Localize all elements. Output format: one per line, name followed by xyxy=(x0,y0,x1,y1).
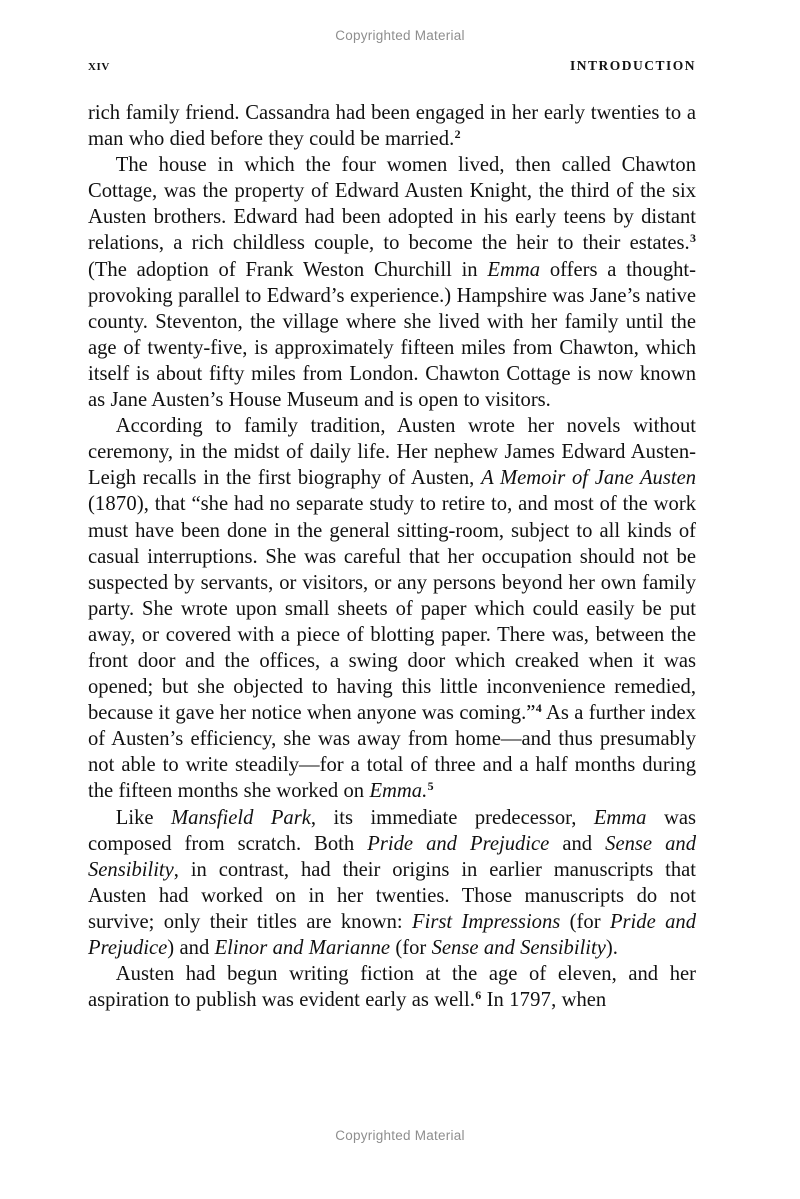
page-folio-number: xiv xyxy=(88,58,110,74)
year-number: 1870 xyxy=(94,493,137,516)
text-run: ). xyxy=(605,937,618,959)
footnote-marker: 3 xyxy=(690,231,696,246)
text-run: (for xyxy=(560,910,610,933)
text-run: In xyxy=(481,989,510,1012)
running-head-title: INTRODUCTION xyxy=(569,58,696,73)
footnote-marker: 4 xyxy=(535,700,542,715)
paragraph xyxy=(88,152,696,413)
text-run: , in contrast, had their origins in earlier manuscripts that Austen had worked on in her twenties. Those manuscripts do not survive; only their titles are known: xyxy=(88,858,696,933)
text-run: and xyxy=(549,832,606,855)
text-run: Like xyxy=(115,806,172,829)
italic-title: Emma xyxy=(593,806,647,829)
text-run: ) and xyxy=(167,937,215,959)
italic-title: Sense and Sensibility xyxy=(88,832,696,881)
paragraph xyxy=(88,100,696,152)
italic-title: Sense and Sensibility xyxy=(431,937,606,959)
paragraph xyxy=(88,961,696,1013)
text-run: offers a thought-provoking parallel to Edward’s experience.) Hampshire was Jane’s native county. Steventon, the village where she lived with her family until the age of twenty-five, is approximately fifteen miles from Chawton, which itself is about fifty miles from London. Chawton Cottage is now known as Jane Austen’s House Museum and is open to visitors. xyxy=(88,258,696,412)
italic-title: First Impressions xyxy=(412,910,561,933)
paragraph xyxy=(88,413,696,804)
italic-title: Emma. xyxy=(369,780,428,803)
text-run: ( xyxy=(88,493,95,516)
text-run: As a further index of Austen’s efficiency, she was away from home—and thus presumably not able to write steadily—for a total of three and a half months during the fifteen months she worked on xyxy=(88,702,696,803)
running-head xyxy=(88,58,696,75)
text-run: (The adoption of Frank Weston Churchill in xyxy=(88,258,488,281)
footnote-marker: 6 xyxy=(475,987,482,1002)
italic-title: Mansfield Park xyxy=(171,806,311,829)
italic-title: A Memoir of Jane Austen xyxy=(481,467,697,490)
text-run: was composed from scratch. Both xyxy=(88,806,696,855)
italic-title: Emma xyxy=(487,258,541,281)
footnote-marker: 5 xyxy=(427,779,434,794)
footnote-marker: 2 xyxy=(454,126,461,141)
text-run: The house in which the four women lived, then called Chawton Cottage, was the property of Edward Austen Knight, the third of the six Austen brothers. Edward had been adopted in his early teens by distant relations, a rich childless couple, to become the heir to their estates. xyxy=(88,154,696,255)
italic-title: Pride and Prejudice xyxy=(367,832,550,855)
year-number: 1797 xyxy=(509,989,552,1012)
text-run: Austen had begun writing fiction at the age of eleven, and her aspiration to publish was evident early as well. xyxy=(88,963,696,1012)
text-run: , its immediate predecessor, xyxy=(310,806,594,829)
text-run: rich family friend. Cassandra had been engaged in her early twenties to a man who died before they could be married. xyxy=(88,102,696,151)
italic-title: Pride and Prejudice xyxy=(88,910,696,959)
text-run: ), that “she had no separate study to retire to, and most of the work must have been done in the general sitting-room, subject to all kinds of casual interruptions. She was careful that her occupation should not be suspected by servants, or visitors, or any persons beyond her own family party. She wrote upon small sheets of paper which could easily be put away, or covered with a piece of blotting paper. There was, between the front door and the offices, a swing door which creaked when it was opened; but she objected to having this little inconvenience remedied, because it gave her notice when anyone was coming.” xyxy=(88,493,696,725)
text-run: According to family tradition, Austen wrote her novels without ceremony, in the midst of daily life. Her nephew James Edward Austen-Leigh recalls in the first biography of Austen, xyxy=(88,415,696,490)
copyright-watermark-top: Copyrighted Material xyxy=(335,28,465,43)
text-run: (for xyxy=(390,937,432,959)
text-run: , when xyxy=(551,989,607,1012)
italic-title: Elinor and Marianne xyxy=(214,937,391,959)
copyright-watermark-bottom: Copyrighted Material xyxy=(335,1128,465,1143)
body-text-block xyxy=(88,100,696,1013)
paragraph xyxy=(88,805,696,962)
